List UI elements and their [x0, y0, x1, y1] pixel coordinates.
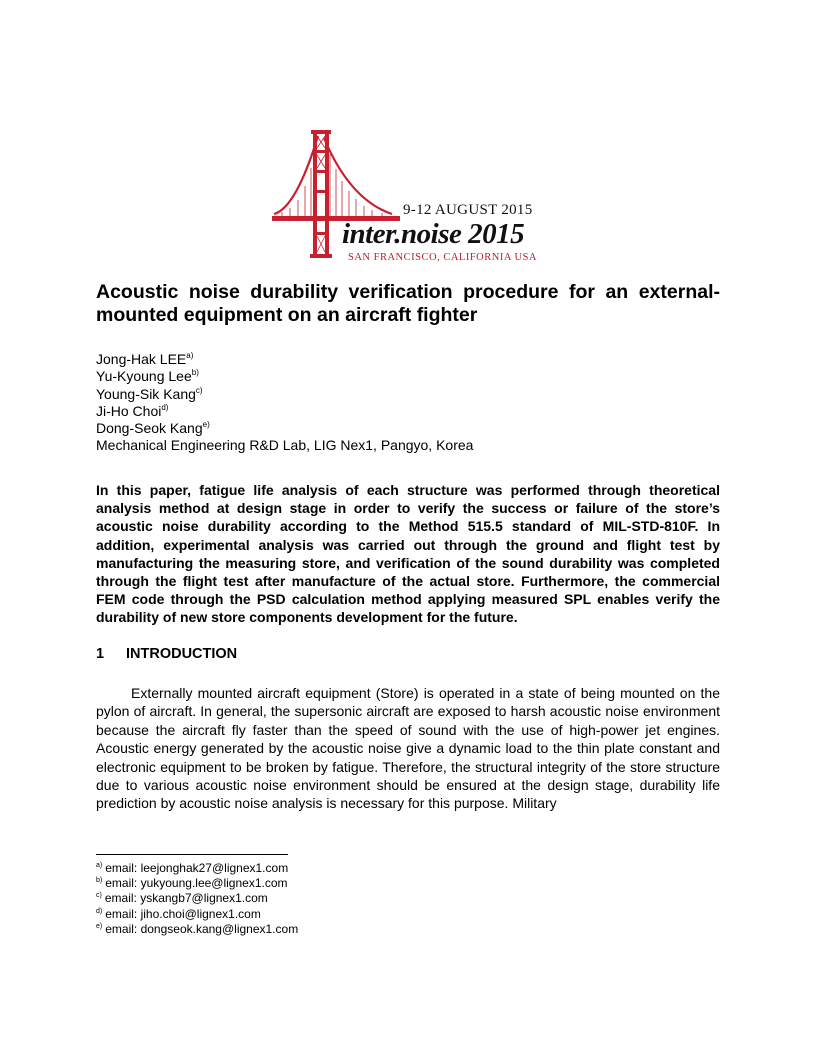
author-name: Yu-Kyoung Lee [96, 368, 192, 385]
section-heading [96, 646, 237, 662]
author-name: Young-Sik Kang [96, 385, 196, 402]
conference-location: SAN FRANCISCO, CALIFORNIA USA [348, 252, 537, 263]
affiliation: Mechanical Engineering R&D Lab, LIG Nex1, Pangyo, Korea [96, 437, 474, 454]
footnote [96, 876, 298, 891]
author [96, 420, 716, 437]
author-mark: c) [195, 385, 203, 395]
author [96, 368, 716, 385]
author-mark: b) [191, 368, 199, 378]
author-name: Ji-Ho Choi [96, 402, 162, 419]
author [96, 386, 716, 403]
footnote-divider [96, 854, 288, 855]
author-mark: e) [202, 420, 210, 430]
footnote-mark: c) [96, 892, 102, 900]
abstract: In this paper, fatigue life analysis of each structure was performed through theoretical analysis method at design stage in order to verify the success or failure of the store’s acoustic noise durability according to the Method 515.5 standard of MIL-STD-810F. In addition, experimental analysis was carried out through the ground and flight test by manufacturing the measuring store, and verification of the sound durability was completed through the flight test after manufacture of the actual store. Furthermore, the commercial FEM code through the PSD calculation method applying measured SPL enables verify the durability of new store components development for the future. [96, 482, 720, 626]
author-mark: d) [161, 402, 169, 412]
paper-title: Acoustic noise durability verification procedure for an external-mounted equipment on an aircraft fighter [96, 281, 720, 326]
author [96, 403, 716, 420]
introduction-paragraph: Externally mounted aircraft equipment (Store) is operated in a state of being mounted on the pylon of aircraft. In general, the supersonic aircraft are exposed to harsh acoustic noise environment because the aircraft fly faster than the speed of sound with the use of high-power jet engines. Acoustic energy generated by the acoustic noise give a dynamic load to the thin plate constant and electronic equipment to be broken by fatigue. Therefore, the structural integrity of the store structure due to various acoustic noise environment should be ensured at the design stage, durability life prediction by acoustic noise analysis is necessary for this purpose. Military [96, 685, 720, 812]
footnote-email: email: jiho.choi@lignex1.com [105, 906, 261, 921]
section-title: INTRODUCTION [126, 646, 238, 662]
footnote-mark: a) [96, 862, 103, 869]
conference-name: inter.noise 2015 [342, 218, 525, 250]
author-name: Jong-Hak LEE [96, 351, 187, 367]
footnote-email: email: dongseok.kang@lignex1.com [105, 921, 299, 936]
footnote [96, 861, 298, 876]
footnote-email: email: yskangb7@lignex1.com [104, 891, 268, 906]
author-list [96, 351, 716, 455]
conference-date: 9-12 AUGUST 2015 [403, 202, 533, 218]
footnote [96, 907, 298, 922]
footnote-mark: e) [96, 922, 103, 930]
footnotes [96, 861, 298, 937]
author [96, 351, 716, 368]
footnote-email: email: yukyoung.lee@lignex1.com [105, 876, 288, 891]
footnote-mark: b) [96, 877, 103, 885]
footnote-email: email: leejonghak27@lignex1.com [105, 861, 289, 875]
author-mark: a) [186, 351, 194, 360]
conference-logo [272, 128, 552, 268]
section-number: 1 [96, 646, 105, 662]
footnote [96, 891, 298, 906]
author-name: Dong-Seok Kang [96, 420, 203, 437]
footnote [96, 922, 298, 937]
footnote-mark: d) [96, 907, 103, 915]
